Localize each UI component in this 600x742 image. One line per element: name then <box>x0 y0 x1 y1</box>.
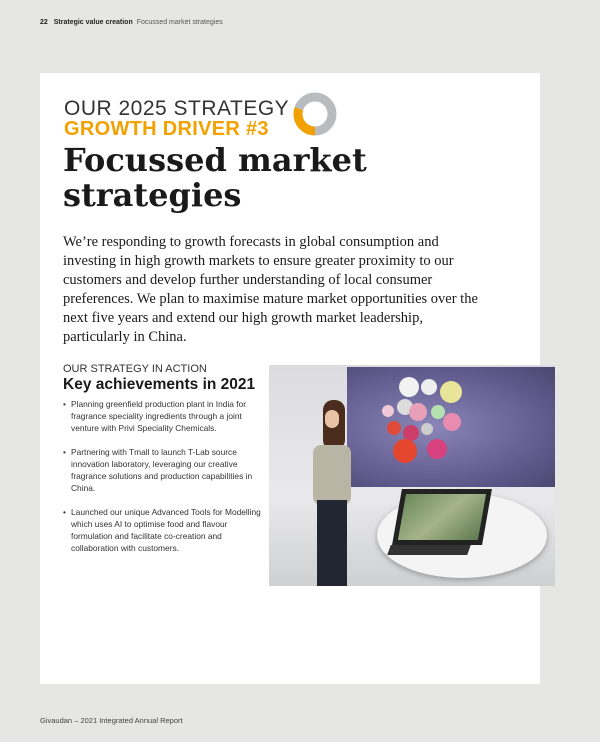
list-item: • Partnering with Tmall to launch T-Lab source innovation laboratory, leveraging our creative fragrance solutions and production capabilities in China. <box>63 446 263 494</box>
action-kicker: OUR STRATEGY IN ACTION <box>63 363 207 375</box>
person <box>311 400 356 586</box>
section-name: Strategic value creation <box>53 19 133 26</box>
title-line: strategies <box>63 176 242 214</box>
list-item: • Planning greenfield production plant in India for fragrance speciality ingredients through a joint venture with Privi Speciality Chemicals. <box>63 398 263 434</box>
growth-driver-label: GROWTH DRIVER #3 <box>64 118 269 140</box>
lead-paragraph: We’re responding to growth forecasts in global consumption and investing in high growth markets to ensure greater proximity to our customers and develop further understanding of local consumer preferences. We plan to maximise mature market opportunities over the next five years and extend our high growth market leadership, particularly in China. <box>63 234 478 345</box>
content-card <box>40 73 540 684</box>
donut-progress-icon <box>292 91 338 137</box>
achievements-heading: Key achievements in 2021 <box>63 376 256 393</box>
title-line: Focussed market <box>63 141 367 179</box>
strategy-kicker: OUR 2025 STRATEGY <box>64 97 290 120</box>
list-item: • Launched our unique Advanced Tools for Modelling which uses AI to optimise food and flavour formulation and facilitate co-creation and collaboration with customers. <box>63 506 263 554</box>
touch-monitor <box>392 489 492 545</box>
page-number: 22 <box>40 19 48 26</box>
page-title <box>63 143 367 213</box>
topic-name: Focussed market strategies <box>136 19 223 26</box>
running-header <box>40 19 223 26</box>
lab-photo <box>269 365 555 586</box>
achievements-list <box>63 398 263 566</box>
display-screen <box>347 367 555 487</box>
page-footer: Givaudan – 2021 Integrated Annual Report <box>40 716 183 725</box>
keyboard <box>387 545 471 555</box>
